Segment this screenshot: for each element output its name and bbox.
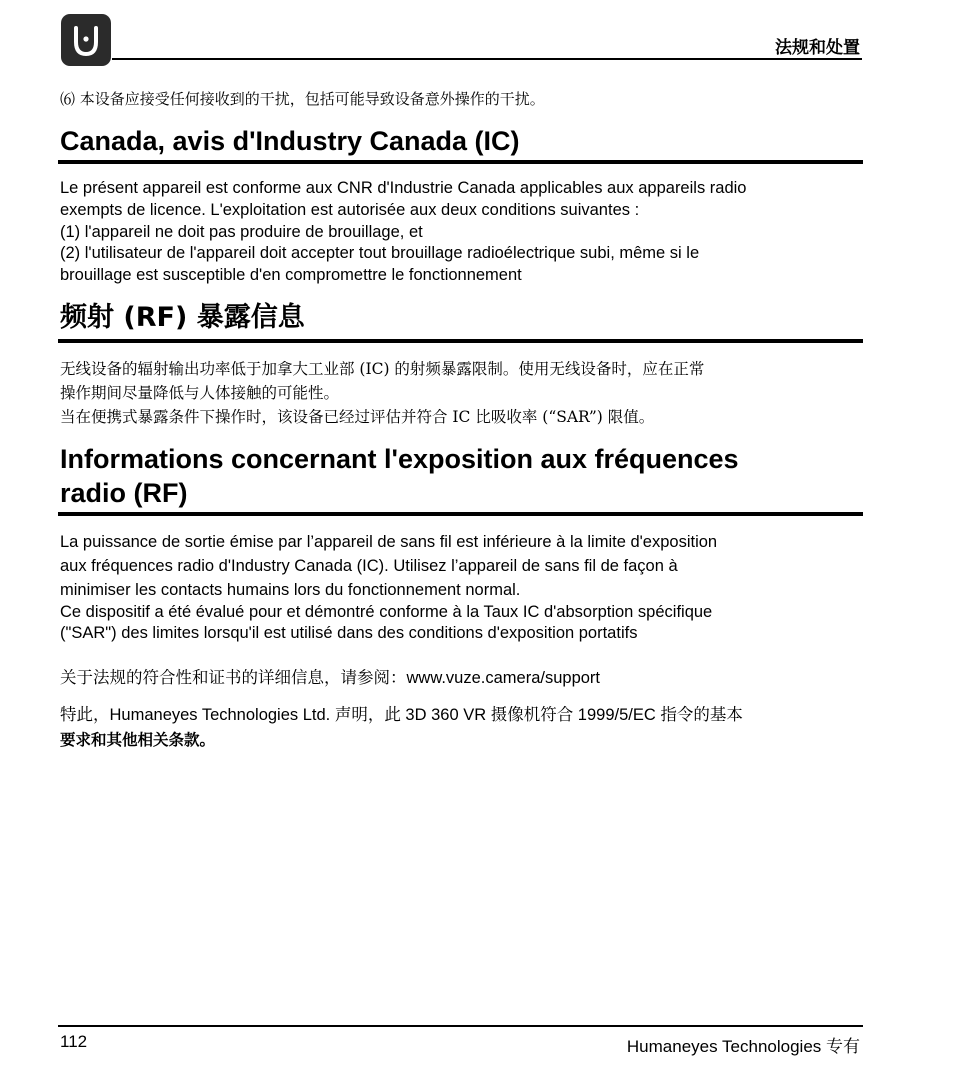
ic-line-2: exempts de licence. L'exploitation est autorisée aux deux conditions suivantes : bbox=[60, 201, 640, 219]
footer-owner: Humaneyes Technologies 专有 bbox=[626, 1037, 860, 1056]
rf-fr-line-2: aux fréquences radio d'Industry Canada (IC). Utilisez l’appareil de sans fil de façon à bbox=[60, 557, 678, 575]
rf-fr-line-4: Ce dispositif a été évalué pour et démontré conforme à la Taux IC d'absorption spécifique bbox=[60, 603, 713, 621]
rf-cn-line-1: 无线设备的辐射输出功率低于加拿大工业部 (IC) 的射频暴露限制。使用无线设备时，应在正常 bbox=[60, 360, 705, 378]
ic-line-1: Le présent appareil est conforme aux CNR d'Industrie Canada applicables aux appareils radio bbox=[60, 179, 747, 197]
rf-fr-line-5: ("SAR") des limites lorsqu'il est utilisé dans des conditions d'exposition portatifs bbox=[60, 624, 638, 642]
rf-cn-line-2: 操作期间尽量降低与人体接触的可能性。 bbox=[60, 384, 340, 402]
page-number: 112 bbox=[60, 1032, 88, 1051]
page-header-title: 法规和处置 bbox=[775, 38, 860, 58]
heading-rule bbox=[58, 160, 863, 164]
heading-rf-exposure-fr-1: Informations concernant l'exposition aux fréquences bbox=[60, 444, 739, 474]
footer-divider bbox=[58, 1025, 863, 1027]
rf-cn-line-3: 当在便携式暴露条件下操作时，该设备已经过评估并符合 IC 比吸收率 (“SAR”) 限值。 bbox=[60, 408, 655, 426]
heading-rule bbox=[58, 339, 863, 343]
rf-fr-line-3: minimiser les contacts humains lors du fonctionnement normal. bbox=[60, 581, 521, 599]
item-6-text: ⑹ 本设备应接受任何接收到的干扰，包括可能导致设备意外操作的干扰。 bbox=[60, 90, 545, 108]
declaration-line-1: 特此，Humaneyes Technologies Ltd. 声明，此 3D 360 VR 摄像机符合 1999/5/EC 指令的基本 bbox=[60, 706, 743, 724]
heading-rule bbox=[58, 512, 863, 516]
heading-rf-exposure-fr-2: radio (RF) bbox=[60, 478, 188, 508]
heading-rf-exposure-cn: 频射 (RF) 暴露信息 bbox=[60, 302, 305, 333]
ic-line-4: (2) l'utilisateur de l'appareil doit accepter tout brouillage radioélectrique subi, même si le bbox=[60, 244, 700, 262]
rf-fr-line-1: La puissance de sortie émise par l’appareil de sans fil est inférieure à la limite d'exposition bbox=[60, 533, 718, 551]
ic-line-5: brouillage est susceptible d'en compromettre le fonctionnement bbox=[60, 266, 522, 284]
heading-canada-ic: Canada, avis d'Industry Canada (IC) bbox=[60, 126, 520, 156]
header-divider bbox=[112, 58, 862, 60]
support-info-text: 关于法规的符合性和证书的详细信息，请参阅：www.vuze.camera/support bbox=[60, 669, 600, 687]
declaration-line-2: 要求和其他相关条款。 bbox=[60, 731, 216, 749]
vuze-logo-icon bbox=[61, 14, 111, 66]
ic-line-3: (1) l'appareil ne doit pas produire de brouillage, et bbox=[60, 223, 423, 241]
